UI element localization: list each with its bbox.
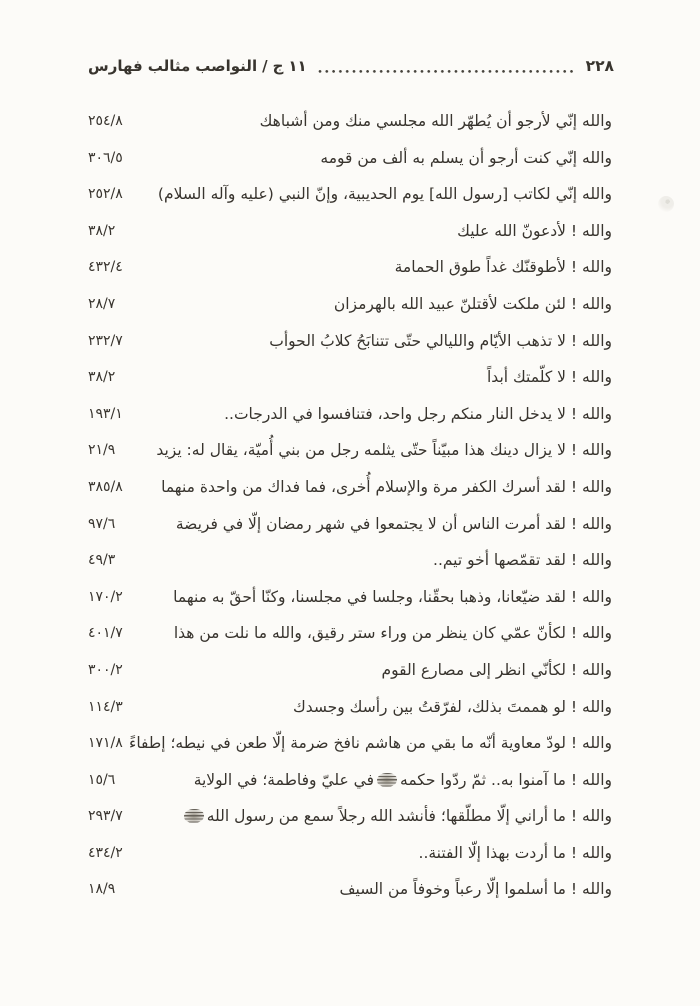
running-title xyxy=(88,57,307,75)
entry-text-part: والله ! لأطوقنّك غداً طوق الحمامة xyxy=(394,258,612,277)
entry-text-part: والله ! ما آمنوا به.. ثمّ ردّوا حكمه xyxy=(400,770,612,789)
entry-text xyxy=(181,798,612,835)
entry-text-part: في عليّ وفاطمة؛ في الولاية xyxy=(193,770,375,789)
index-entry-row xyxy=(88,871,612,908)
entry-text-part: والله ! لا كلّمتك أبداً xyxy=(487,368,612,387)
index-entry-row xyxy=(88,396,612,433)
entry-text xyxy=(382,652,612,689)
page-header xyxy=(88,50,614,82)
entry-page-ref: ١٥/٦ xyxy=(88,771,116,788)
entry-text-part: والله ! لقد ضيّعانا، وذهبا بحقّنا، وجلسا في مجلسنا، وكنّا أحقّ به منهما xyxy=(173,587,612,606)
entry-text xyxy=(419,835,612,872)
index-entry-row xyxy=(88,103,612,140)
entry-page-ref: ١٧١/٨ xyxy=(88,735,123,752)
entry-text xyxy=(158,176,612,213)
entry-text-part: والله ! لو هممتَ بذلك، لفرّقتُ بين رأسك وجسدك xyxy=(292,697,612,716)
entry-text-part: والله ! ما أسلموا إلّا رعباً وخوفاً من السيف xyxy=(339,880,612,899)
entry-text xyxy=(129,725,612,762)
entry-text xyxy=(487,359,612,396)
entry-text xyxy=(224,396,612,433)
entry-page-ref: ٣٠٦/٥ xyxy=(88,149,123,166)
entry-page-ref: ٣٨/٢ xyxy=(88,369,116,386)
entry-text xyxy=(433,542,612,579)
entry-page-ref: ١٩٣/١ xyxy=(88,405,123,422)
entry-text-part: والله إنّي كنت أرجو أن يسلم به ألف من قومه xyxy=(320,148,612,167)
entry-text xyxy=(340,871,612,908)
entry-text xyxy=(457,213,612,250)
entry-page-ref: ١١٤/٣ xyxy=(88,698,123,715)
index-entry-row xyxy=(88,140,612,177)
entry-page-ref: ٢٨/٧ xyxy=(88,295,116,312)
index-entry-row xyxy=(88,506,612,543)
index-entry-row xyxy=(88,249,612,286)
index-entry-row xyxy=(88,835,612,872)
entry-text xyxy=(269,323,612,360)
entry-text xyxy=(194,762,612,799)
entry-page-ref: ٤٣٤/٢ xyxy=(88,844,123,861)
entry-text xyxy=(293,689,612,726)
index-entry-row xyxy=(88,762,612,799)
index-entry-row xyxy=(88,213,612,250)
pbuh-seal-icon xyxy=(184,809,204,823)
entry-text-part: والله إنّي لكاتب [رسول الله] يوم الحديبية، وإنّ النبي (عليه وآله السلام) xyxy=(157,185,612,204)
entry-text-part: والله ! لقد أسرك الكفر مرة والإسلام أُخرى، فما فداك من واحدة منهما xyxy=(161,477,612,496)
entry-text xyxy=(161,469,612,506)
index-entries xyxy=(88,103,612,908)
entry-page-ref: ٤٩/٣ xyxy=(88,552,116,569)
entry-page-ref: ١٧٠/٢ xyxy=(88,588,123,605)
entry-text-part: والله ! ما أردت بهذا إلّا الفتنة.. xyxy=(418,843,612,862)
entry-page-ref: ٢٣٢/٧ xyxy=(88,332,123,349)
index-entry-row xyxy=(88,359,612,396)
entry-page-ref: ٩٧/٦ xyxy=(88,515,116,532)
entry-page-ref: ٢١/٩ xyxy=(88,442,116,459)
entry-text-part: والله ! لأدعونّ الله عليك xyxy=(457,221,612,240)
entry-text-part: والله ! لا تذهب الأيّام والليالي حتّى تتنابَحُ كلابُ الحوأب xyxy=(269,331,612,350)
entry-page-ref: ٣٨٥/٨ xyxy=(88,478,123,495)
index-entry-row xyxy=(88,689,612,726)
running-title-word: النواصب xyxy=(195,57,258,75)
entry-text xyxy=(260,103,612,140)
entry-text-part: والله ! لقد تقمّصها أخو تيم.. xyxy=(433,551,612,570)
entry-page-ref: ٤٠١/٧ xyxy=(88,625,123,642)
entry-text-part: والله ! لكأنّ عمّي كان ينظر من وراء ستر رقيق، والله ما نلت من هذا xyxy=(173,624,612,643)
index-entry-row xyxy=(88,286,612,323)
running-title-word: / xyxy=(262,57,268,75)
running-title-word: مثالب xyxy=(147,57,191,75)
pbuh-seal-icon xyxy=(377,773,397,787)
running-title-word: ج xyxy=(272,57,284,75)
running-title-word: ١١ xyxy=(288,57,307,75)
entry-text-part: والله ! لودّ معاوية أنّه ما بقي من هاشم نافخ ضرمة إلّا طعن في نيطه؛ إطفاءً xyxy=(129,734,612,753)
index-entry-row xyxy=(88,432,612,469)
entry-text-part: والله ! ما أراني إلّا مطلّقها؛ فأنشد الله رجلاً سمع من رسول الله xyxy=(206,807,612,826)
index-entry-row xyxy=(88,176,612,213)
entry-text xyxy=(174,615,612,652)
index-entry-row xyxy=(88,798,612,835)
index-entry-row xyxy=(88,542,612,579)
entry-page-ref: ٣٨/٢ xyxy=(88,222,116,239)
entry-text-part: والله ! لئن ملكت لأقتلنّ عبيد الله بالهرمزان xyxy=(333,294,612,313)
index-entry-row xyxy=(88,725,612,762)
entry-text xyxy=(395,249,612,286)
entry-text-part: والله إنّي لأرجو أن يُطهّر الله مجلسي منك ومن أشباهك xyxy=(259,112,612,130)
entry-text xyxy=(320,140,612,177)
entry-text xyxy=(176,506,612,543)
page-number: ٢٢٨ xyxy=(585,57,614,75)
index-entry-row xyxy=(88,652,612,689)
entry-text-part: والله ! لقد أمرت الناس أن لا يجتمعوا في شهر رمضان إلّا في فريضة xyxy=(175,514,612,533)
entry-page-ref: ٤٣٢/٤ xyxy=(88,259,123,276)
entry-page-ref: ٣٠٠/٢ xyxy=(88,661,123,678)
entry-page-ref: ١٨/٩ xyxy=(88,881,116,898)
index-entry-row xyxy=(88,615,612,652)
dot-leader xyxy=(317,69,576,74)
entry-text xyxy=(173,579,612,616)
entry-page-ref: ٢٥٢/٨ xyxy=(88,186,123,203)
entry-page-ref: ٢٥٤/٨ xyxy=(88,113,123,129)
entry-text xyxy=(156,432,612,469)
entry-text-part: والله ! لكأنّي انظر إلى مصارع القوم xyxy=(381,660,612,679)
index-entry-row xyxy=(88,469,612,506)
entry-text-part: والله ! لا يدخل النار منكم رجل واحد، فتنافسوا في الدرجات.. xyxy=(224,404,612,423)
entry-text xyxy=(334,286,612,323)
index-entry-row xyxy=(88,579,612,616)
running-title-word: فهارس xyxy=(88,57,143,75)
scan-artifact xyxy=(658,196,674,212)
entry-page-ref: ٢٩٣/٧ xyxy=(88,808,123,825)
entry-text-part: والله ! لا يزال دينك هذا مبيّناً حتّى يثلمه رجل من بني أُميّة، يقال له: يزيد xyxy=(156,441,612,460)
index-entry-row xyxy=(88,323,612,360)
